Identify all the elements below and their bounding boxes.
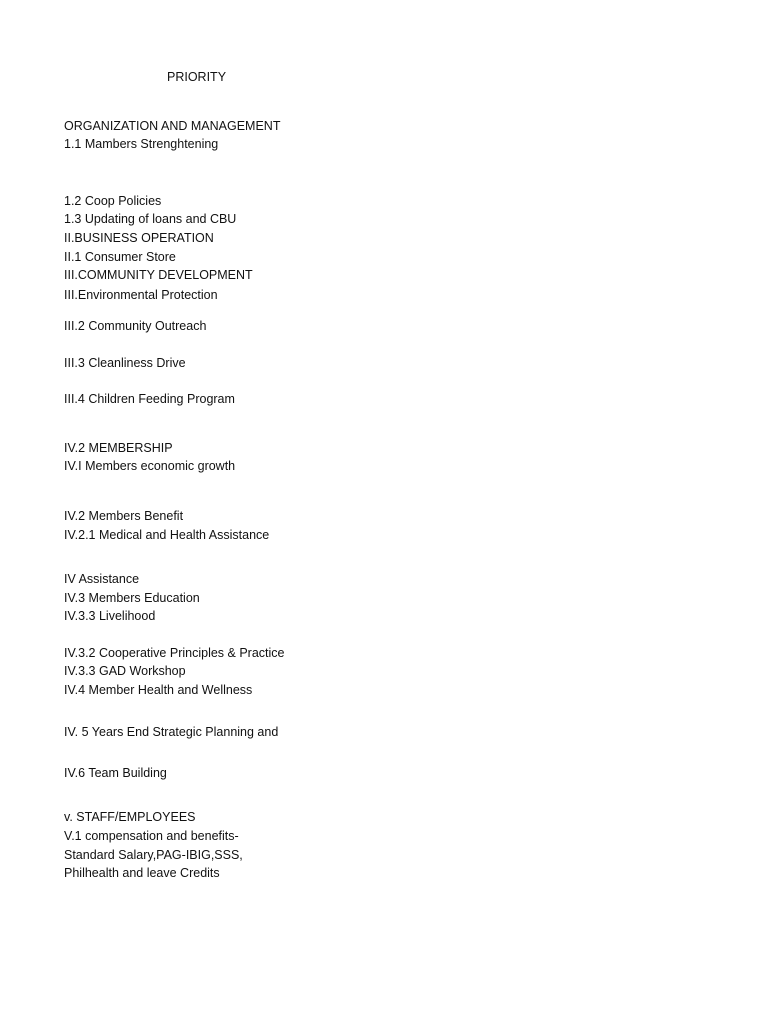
- section-heading: III.COMMUNITY DEVELOPMENT: [64, 268, 253, 282]
- list-item: Philhealth and leave Credits: [64, 866, 220, 880]
- section-heading: v. STAFF/EMPLOYEES: [64, 810, 196, 824]
- section-heading: ORGANIZATION AND MANAGEMENT: [64, 119, 281, 133]
- section-heading: IV.2 MEMBERSHIP: [64, 441, 173, 455]
- list-item: IV.3.3 Livelihood: [64, 609, 156, 623]
- list-item: II.1 Consumer Store: [64, 250, 176, 264]
- list-item: III.3 Cleanliness Drive: [64, 356, 186, 370]
- list-item: III.Environmental Protection: [64, 288, 218, 302]
- list-item: IV.3.2 Cooperative Principles & Practice: [64, 646, 285, 660]
- list-item: V.1 compensation and benefits-: [64, 829, 239, 843]
- list-item: IV.2 Members Benefit: [64, 509, 184, 523]
- list-item: IV.6 Team Building: [64, 766, 167, 780]
- list-item: IV. 5 Years End Strategic Planning and: [64, 725, 279, 739]
- list-item: IV.3.3 GAD Workshop: [64, 664, 186, 678]
- list-item: Standard Salary,PAG-IBIG,SSS,: [64, 848, 243, 862]
- list-item: 1.2 Coop Policies: [64, 194, 162, 208]
- document-title: PRIORITY: [167, 70, 227, 84]
- list-item: IV.2.1 Medical and Health Assistance: [64, 528, 270, 542]
- section-heading: II.BUSINESS OPERATION: [64, 231, 214, 245]
- list-item: IV.3 Members Education: [64, 591, 200, 605]
- list-item: 1.1 Mambers Strenghtening: [64, 137, 219, 151]
- list-item: IV.I Members economic growth: [64, 459, 236, 473]
- list-item: 1.3 Updating of loans and CBU: [64, 212, 237, 226]
- list-item: III.2 Community Outreach: [64, 319, 207, 333]
- list-item: IV.4 Member Health and Wellness: [64, 683, 253, 697]
- list-item: IV Assistance: [64, 572, 140, 586]
- list-item: III.4 Children Feeding Program: [64, 392, 235, 406]
